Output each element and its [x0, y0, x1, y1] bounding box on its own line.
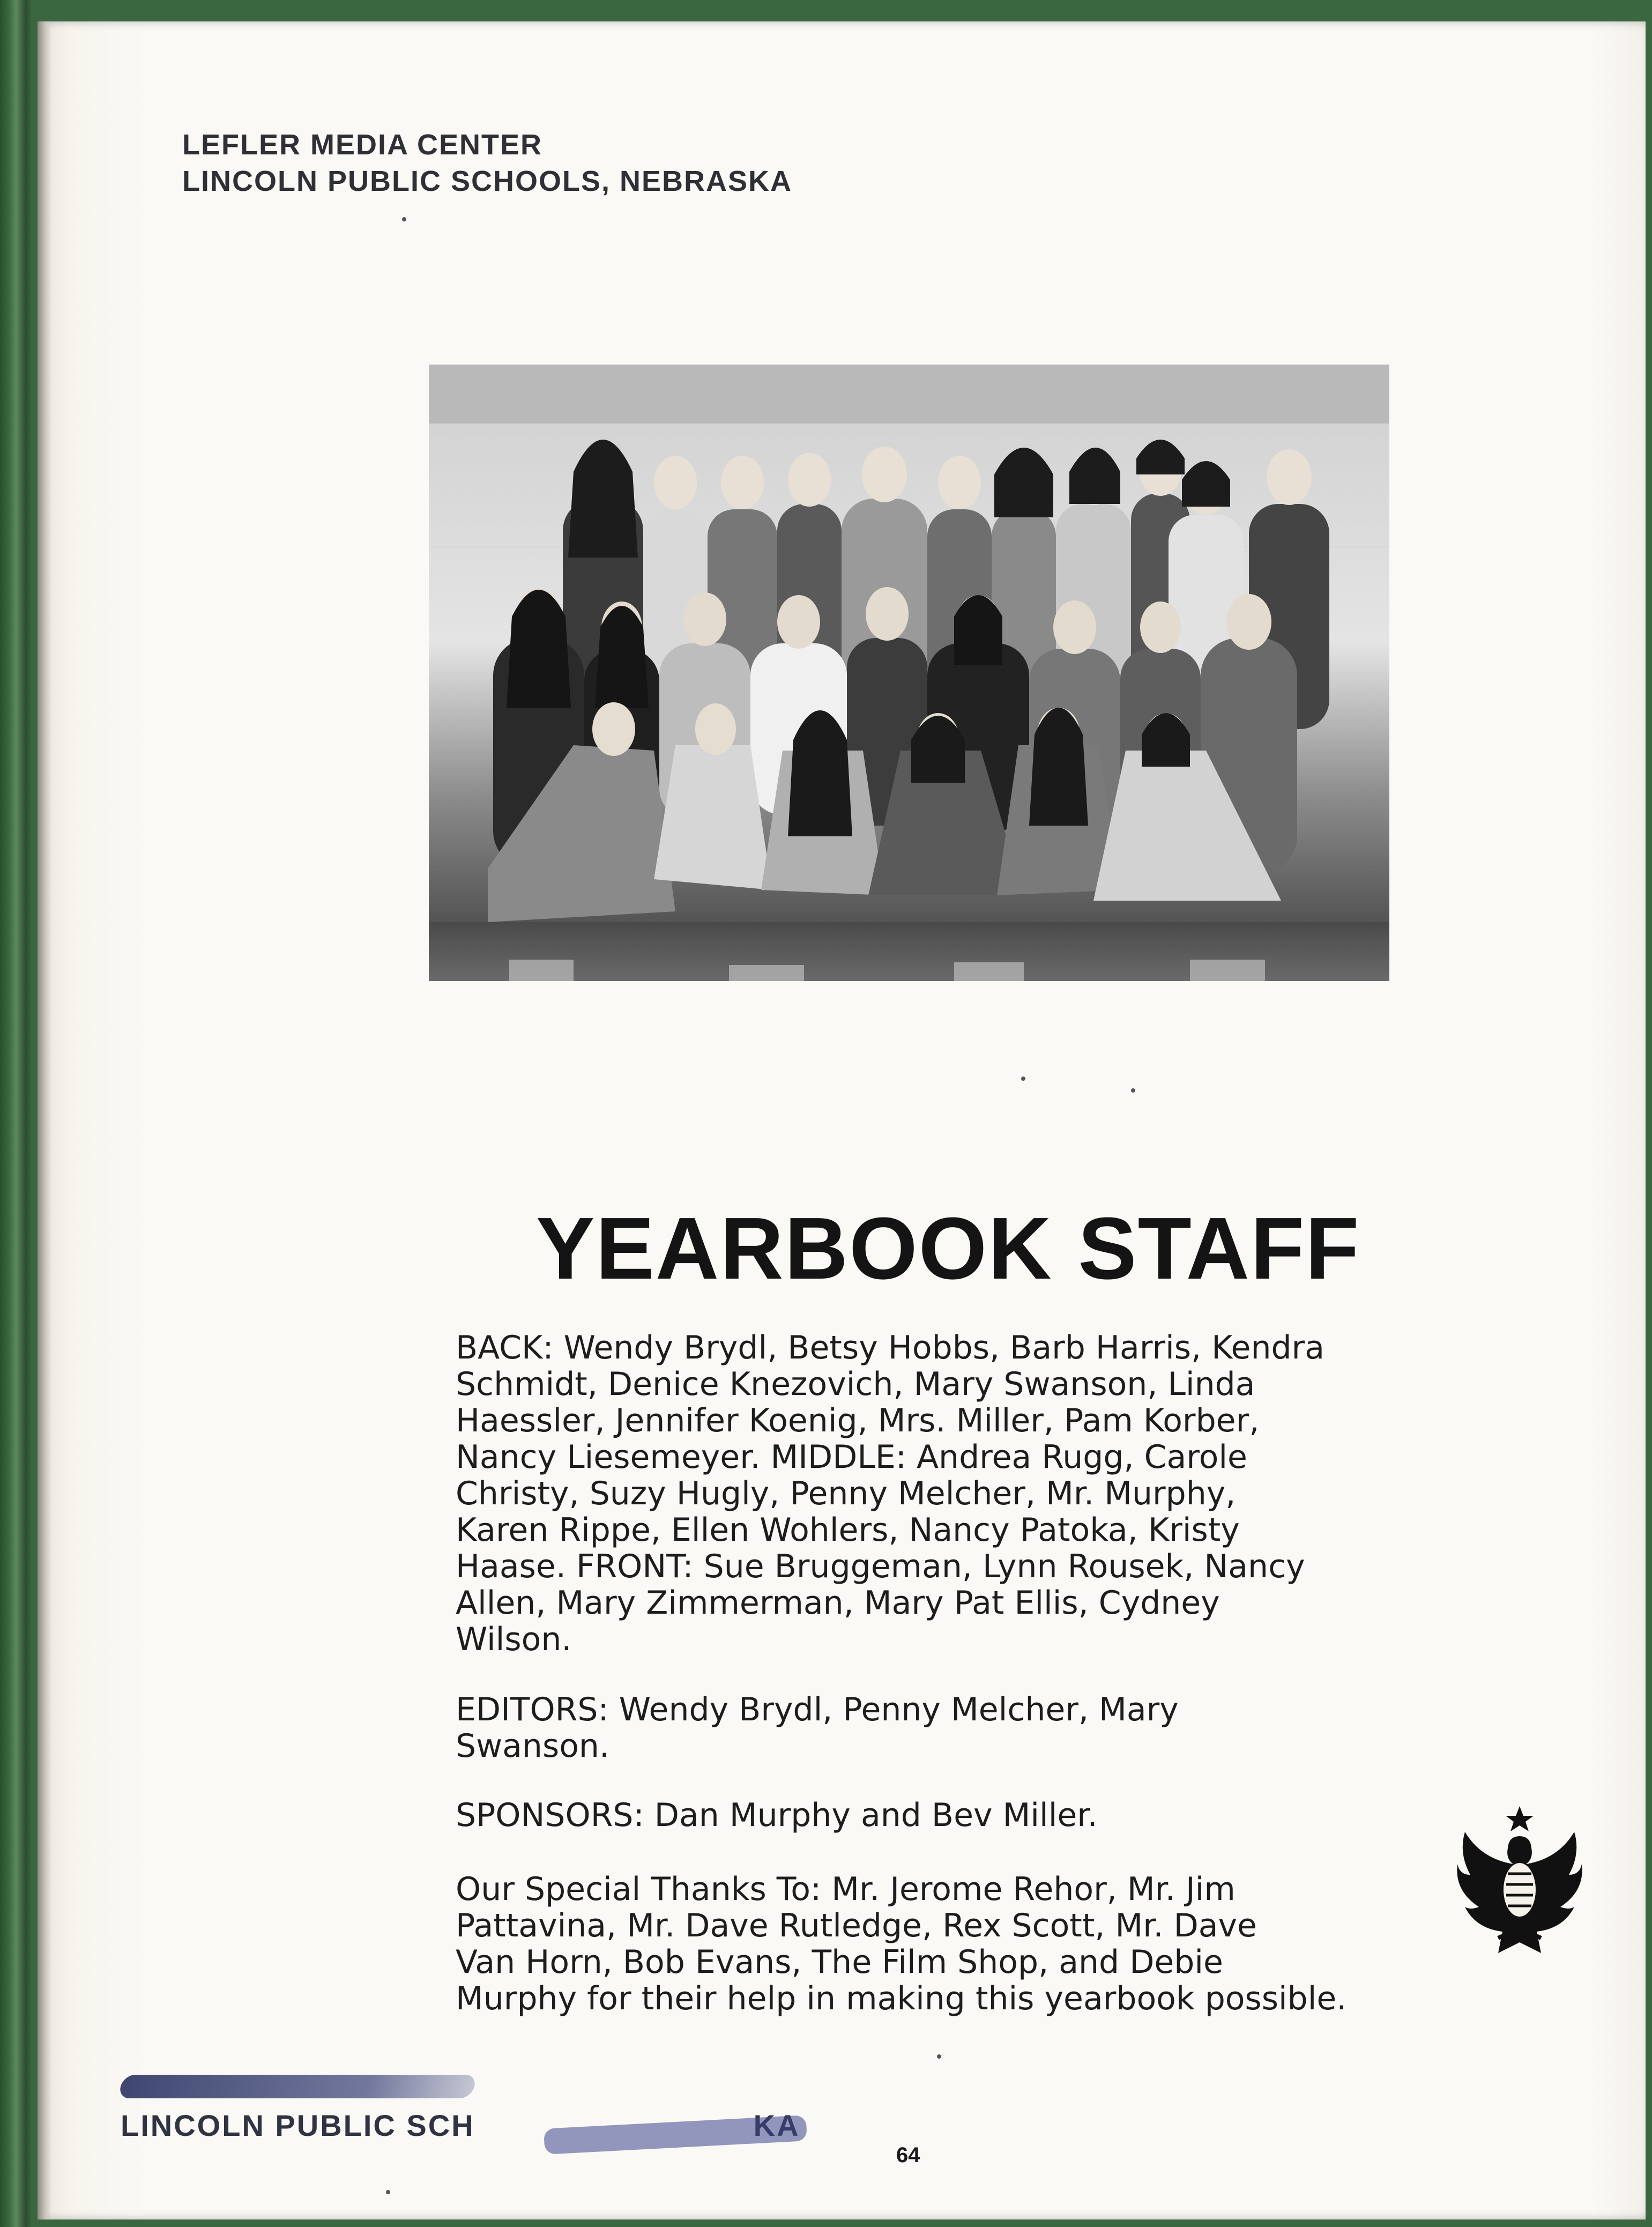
stamp-line-school-district: LINCOLN PUBLIC SCHOOLS, NEBRASKA [182, 165, 793, 197]
caption-line: Haessler, Jennifer Koenig, Mrs. Miller, Pam Korber, [456, 1402, 1260, 1439]
thanks-line: Murphy for their help in making this yearbook possible. [456, 1980, 1347, 2017]
editors-line: EDITORS: Wendy Brydl, Penny Melcher, Mary [456, 1691, 1179, 1728]
group-photo-image [429, 365, 1389, 981]
ink-speck [386, 2190, 390, 2194]
staff-roster-caption [456, 1330, 1378, 1658]
caption-line: Christy, Suzy Hugly, Penny Melcher, Mr. Murphy, [456, 1475, 1236, 1512]
caption-line: Allen, Mary Zimmerman, Mary Pat Ellis, Cydney [456, 1584, 1220, 1622]
page-number: 64 [896, 2143, 920, 2167]
caption-line: Nancy Liesemeyer. MIDDLE: Andrea Rugg, Carole [456, 1438, 1247, 1476]
library-stamp-top [182, 127, 792, 199]
ink-speck [1131, 1088, 1135, 1093]
thanks-line: Van Horn, Bob Evans, The Film Shop, and Debie [456, 1943, 1223, 1981]
editors-paragraph [456, 1691, 1378, 1764]
eagle-emblem-icon [1455, 1804, 1584, 1954]
caption-line: Haase. FRONT: Sue Bruggeman, Lynn Rousek, Nancy [456, 1548, 1305, 1585]
sponsors-paragraph [456, 1797, 1378, 1833]
caption-line: Wilson. [456, 1621, 572, 1658]
caption-line: Karen Rippe, Ellen Wohlers, Nancy Patoka, Kristy [456, 1511, 1240, 1549]
ink-speck [1021, 1077, 1025, 1081]
thanks-line: Our Special Thanks To: Mr. Jerome Rehor, Mr. Jim [456, 1870, 1236, 1908]
stamp-line-media-center: LEFLER MEDIA CENTER [182, 129, 542, 161]
library-stamp-bottom [121, 2075, 800, 2144]
stamp-smudged-line [118, 2075, 478, 2098]
caption-line: Schmidt, Denice Knezovich, Mary Swanson, Linda [456, 1365, 1255, 1403]
ink-speck [402, 217, 406, 221]
stamp-bottom-text: LINCOLN PUBLIC SCH [121, 2109, 475, 2142]
page-title: YEARBOOK STAFF [536, 1199, 1360, 1297]
editors-line: Swanson. [456, 1727, 610, 1765]
special-thanks-paragraph [456, 1871, 1378, 2017]
caption-line: BACK: Wendy Brydl, Betsy Hobbs, Barb Harris, Kendra [456, 1329, 1324, 1367]
group-photo [429, 365, 1389, 981]
thanks-line: Pattavina, Mr. Dave Rutledge, Rex Scott, Mr. Dave [456, 1907, 1257, 1944]
sponsors-line: SPONSORS: Dan Murphy and Bev Miller. [456, 1797, 1098, 1834]
ink-speck [937, 2054, 941, 2059]
page-spine-shadow [38, 21, 51, 2219]
